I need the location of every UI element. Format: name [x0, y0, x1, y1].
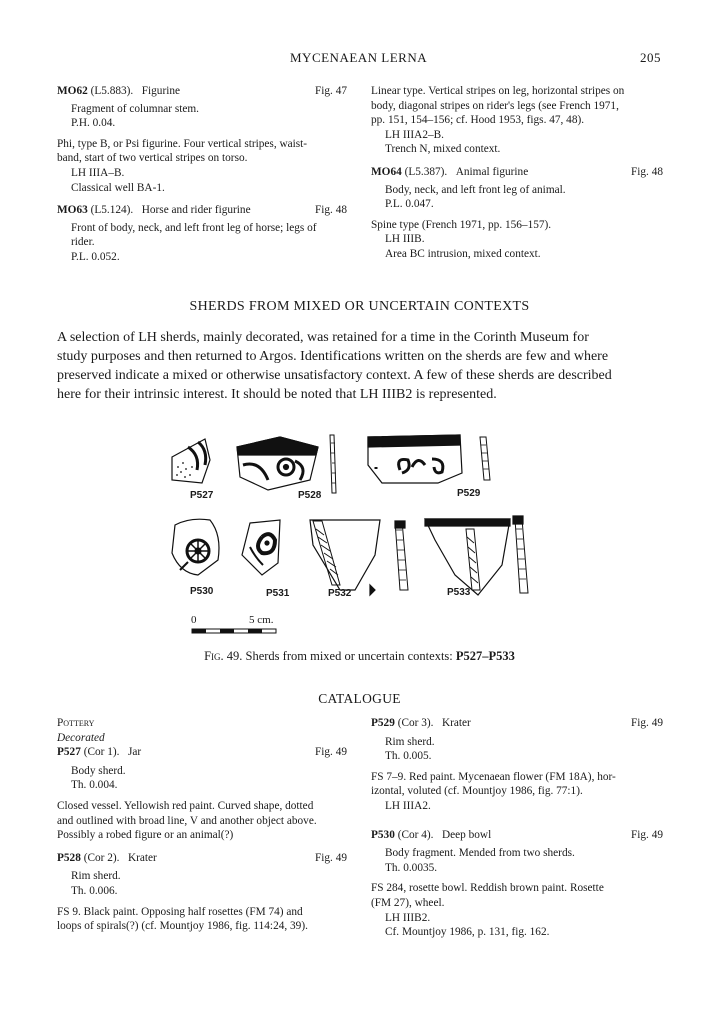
continued-line: Trench N, mixed context.	[385, 143, 501, 156]
entry-line: LH IIIA2.	[385, 799, 431, 812]
entry-fig: Fig. 49	[630, 828, 663, 841]
scale-zero: 0	[191, 614, 197, 626]
entry-id: MO63	[57, 204, 88, 217]
entry-line: Rim sherd.	[385, 735, 435, 748]
paragraph-line: preserved indicate a mixed or otherwise unsatisfactory context. A few of these sherds are described	[57, 368, 612, 383]
entry-ref: (L5.387).	[404, 165, 448, 178]
entry-ref: (Cor 2).	[83, 851, 120, 864]
entry-fig: Fig. 48	[314, 204, 347, 217]
entry-line: Area BC intrusion, mixed context.	[385, 247, 541, 260]
caption-prefix: Fig. 49.	[204, 649, 243, 663]
entry-id: MO64	[371, 165, 402, 178]
entry-line: P.H. 0.04.	[71, 117, 116, 130]
entry-line: LH IIIB2.	[385, 911, 431, 924]
figure-label-p530: P530	[190, 586, 214, 597]
catalogue-left-column	[57, 716, 347, 934]
entry-ref: (L5.124).	[90, 204, 134, 217]
entry-name: Figurine	[141, 85, 181, 97]
figure-49-drawings	[150, 425, 550, 640]
sherd-p533-drawing	[425, 516, 528, 595]
entry-line: P.L. 0.047.	[385, 198, 434, 211]
entry-desc: FS 284, rosette bowl. Reddish brown paint. Rosette	[371, 882, 604, 895]
section-title: SHERDS FROM MIXED OR UNCERTAIN CONTEXTS	[189, 299, 530, 314]
figure-label-p531: P531	[266, 588, 290, 599]
entry-desc: izontal, voluted (cf. Mountjoy 1986, fig. 77:1).	[371, 785, 583, 798]
catalogue-title: CATALOGUE	[318, 691, 401, 706]
entry-fig: Fig. 49	[630, 717, 663, 729]
entry-line: Front of body, neck, and left front leg of horse; legs of	[71, 221, 317, 234]
figure-caption	[0, 649, 719, 664]
sherd-p528-drawing	[237, 435, 336, 493]
scale-text: 5 cm.	[249, 614, 274, 626]
entry-name: Krater	[127, 851, 157, 864]
figure-label-p533: P533	[447, 587, 471, 598]
figure-label-p527: P527	[190, 490, 214, 501]
entry-fig: Fig. 49	[314, 851, 347, 864]
entry-desc: Phi, type B, or Psi figurine. Four vertical stripes, waist-	[57, 137, 308, 150]
entry-line: rider.	[71, 236, 95, 249]
top-right-column	[371, 84, 663, 262]
entry-desc: (FM 27), wheel.	[371, 896, 445, 909]
entry-line: Th. 0.005.	[385, 750, 432, 763]
sherd-p529-drawing	[368, 435, 490, 483]
entry-desc: loops of spirals(?) (cf. Mountjoy 1986, fig. 114:24, 39).	[57, 920, 308, 933]
top-left-column	[57, 84, 347, 265]
entry-line: Body, neck, and left front leg of animal.	[385, 183, 566, 196]
entry-line: LH IIIA–B.	[71, 166, 125, 179]
entry-fig: Fig. 49	[314, 746, 347, 759]
entry-id: P529	[371, 717, 395, 729]
caption-text: Sherds from mixed or uncertain contexts:	[245, 649, 453, 663]
entry-line: Classical well BA-1.	[71, 181, 165, 194]
entry-name: Deep bowl	[441, 828, 492, 841]
entry-header-p529	[371, 716, 663, 731]
entry-desc: Closed vessel. Yellowish red paint. Curved shape, dotted	[57, 799, 314, 812]
entry-name: Horse and rider figurine	[141, 204, 251, 217]
paragraph-line: here for their intrinsic interest. It should be noted that LH IIIB2 is represented.	[57, 387, 497, 402]
continued-line: LH IIIA2–B.	[385, 128, 444, 141]
entry-header-p528	[57, 851, 347, 866]
intro-paragraph	[57, 328, 664, 404]
scale-bar	[192, 629, 276, 633]
sherd-p527-drawing	[172, 439, 210, 483]
entry-ref: (Cor 3).	[397, 717, 434, 729]
continued-line: pp. 151, 154–156; cf. Hood 1953, figs. 47, 48).	[371, 114, 585, 127]
entry-line: Cf. Mountjoy 1986, p. 131, fig. 162.	[385, 926, 550, 939]
entry-id: MO62	[57, 85, 88, 97]
entry-line: Th. 0.0035.	[385, 861, 438, 874]
figure-label-p532: P532	[328, 588, 352, 599]
entry-line: Body sherd.	[71, 764, 126, 777]
subcategory-heading: Decorated	[57, 731, 105, 744]
page-number: 205	[640, 50, 661, 65]
entry-ref: (Cor 1).	[83, 746, 120, 759]
figure-label-p529: P529	[457, 488, 481, 499]
continued-line: Linear type. Vertical stripes on leg, horizontal stripes on	[371, 85, 625, 97]
entry-line: Body fragment. Mended from two sherds.	[385, 847, 575, 860]
entry-header-p527	[57, 745, 347, 760]
entry-id: P527	[57, 746, 81, 759]
sherd-p530-drawing	[172, 519, 219, 575]
entry-header-mo64	[371, 165, 663, 180]
entry-name: Jar	[127, 746, 142, 759]
entry-desc: Spine type (French 1971, pp. 156–157).	[371, 218, 552, 231]
entry-line: Rim sherd.	[71, 870, 121, 883]
paragraph-line: A selection of LH sherds, mainly decorated, was retained for a time in the Corinth Museum for	[57, 330, 589, 345]
entry-line: P.L. 0.052.	[71, 250, 120, 263]
entry-line: Th. 0.004.	[71, 779, 118, 792]
entry-header-p530	[371, 828, 663, 843]
entry-id: P528	[57, 851, 81, 864]
caption-range: P527–P533	[455, 649, 515, 663]
entry-header-mo63	[57, 203, 347, 218]
sherd-p531-drawing	[242, 520, 280, 575]
entry-desc: FS 7–9. Red paint. Mycenaean flower (FM 18A), hor-	[371, 770, 616, 783]
entry-line: Fragment of columnar stem.	[71, 102, 200, 115]
entry-ref: (Cor 4).	[397, 828, 434, 841]
entry-ref: (L5.883).	[90, 85, 134, 97]
entry-desc: Possibly a robed figure or an animal(?)	[57, 829, 234, 842]
entry-line: LH IIIB.	[385, 233, 425, 246]
figure-label-p528: P528	[298, 490, 322, 501]
entry-desc: band, start of two vertical stripes on torso.	[57, 152, 248, 165]
entry-name: Krater	[441, 717, 471, 729]
entry-id: P530	[371, 828, 395, 841]
entry-line: Th. 0.006.	[71, 884, 118, 897]
entry-name: Animal figurine	[455, 165, 529, 178]
entry-header-mo62	[57, 84, 347, 99]
sherd-p532-drawing	[310, 520, 408, 595]
continued-line: body, diagonal stripes on rider's legs (see French 1971,	[371, 99, 619, 112]
running-title: MYCENAEAN LERNA	[290, 50, 428, 65]
paragraph-line: study purposes and then returned to Argos. Identifications written on the sherds are few and where	[57, 349, 609, 364]
entry-desc: and outlined with broad line, V and another object above.	[57, 814, 317, 827]
entry-fig: Fig. 47	[314, 85, 347, 97]
catalogue-right-column	[371, 716, 663, 940]
entry-fig: Fig. 48	[630, 165, 663, 178]
entry-desc: FS 9. Black paint. Opposing half rosettes (FM 74) and	[57, 905, 303, 918]
category-heading: Pottery	[57, 717, 95, 729]
